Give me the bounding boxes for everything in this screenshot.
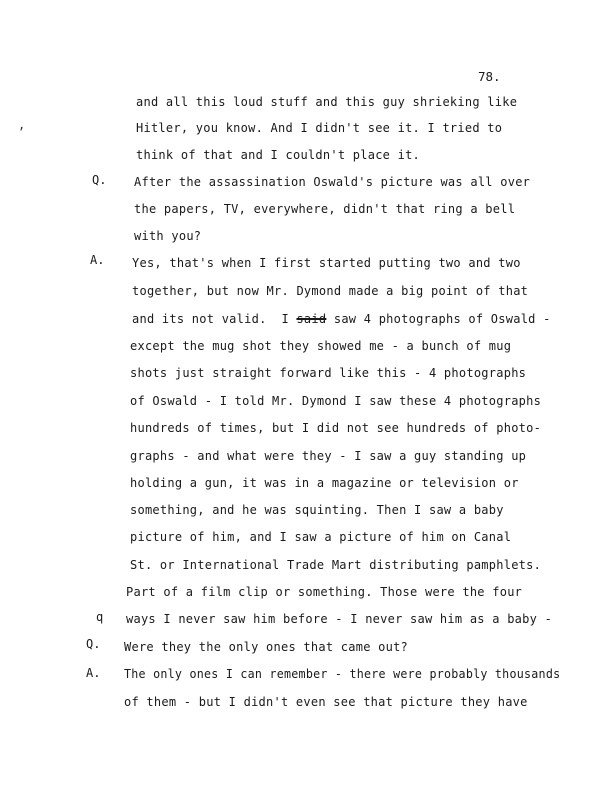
- transcript-line: picture of him, and I saw a picture of him on Canal: [130, 530, 512, 544]
- transcript-line-part: saw 4 photographs of Oswald -: [333, 312, 551, 326]
- transcript-line: Yes, that's when I first started putting two and two: [132, 256, 521, 270]
- margin-tick: ,: [18, 118, 26, 132]
- transcript-line: After the assassination Oswald's picture was all over: [134, 175, 531, 189]
- struck-word: said: [296, 312, 327, 326]
- transcript-line: except the mug shot they showed me - a bunch of mug: [130, 339, 512, 353]
- transcript-line: Part of a film clip or something. Those were the four: [126, 585, 523, 599]
- transcript-line: hundreds of times, but I did not see hundreds of photo-: [130, 421, 542, 435]
- transcript-line: Were they the only ones that came out?: [124, 640, 409, 654]
- transcript-line: graphs - and what were they - I saw a guy standing up: [130, 449, 527, 463]
- speaker-a: A.: [86, 666, 101, 680]
- transcript-line: think of that and I couldn't place it.: [136, 148, 421, 162]
- transcript-line-with-strike: [132, 312, 551, 326]
- transcript-line: of Oswald - I told Mr. Dymond I saw these 4 photographs: [130, 394, 542, 408]
- transcript-line: and all this loud stuff and this guy shrieking like: [136, 95, 518, 109]
- transcript-line: ways I never saw him before - I never saw him as a baby -: [126, 612, 553, 626]
- transcript-line: with you?: [134, 229, 202, 243]
- transcript-line: together, but now Mr. Dymond made a big point of that: [132, 284, 529, 298]
- speaker-a: A.: [90, 253, 105, 267]
- page-number: 78.: [478, 69, 501, 84]
- transcript-line: Hitler, you know. And I didn't see it. I tried to: [136, 121, 503, 135]
- speaker-q: Q.: [86, 637, 101, 651]
- transcript-line: holding a gun, it was in a magazine or television or: [130, 476, 519, 490]
- transcript-line: of them - but I didn't even see that picture they have: [124, 695, 528, 709]
- transcript-line: shots just straight forward like this - 4 photographs: [130, 366, 527, 380]
- transcript-line: St. or International Trade Mart distributing pamphlets.: [130, 558, 542, 572]
- transcript-line: The only ones I can remember - there were probably thousands: [124, 667, 561, 681]
- speaker-q: Q.: [92, 173, 107, 187]
- speaker-q-lowercase: q: [96, 610, 104, 624]
- transcript-line-part: and its not valid. I: [132, 312, 297, 326]
- transcript-line: something, and he was squinting. Then I saw a baby: [130, 503, 504, 517]
- transcript-line: the papers, TV, everywhere, didn't that ring a bell: [134, 202, 516, 216]
